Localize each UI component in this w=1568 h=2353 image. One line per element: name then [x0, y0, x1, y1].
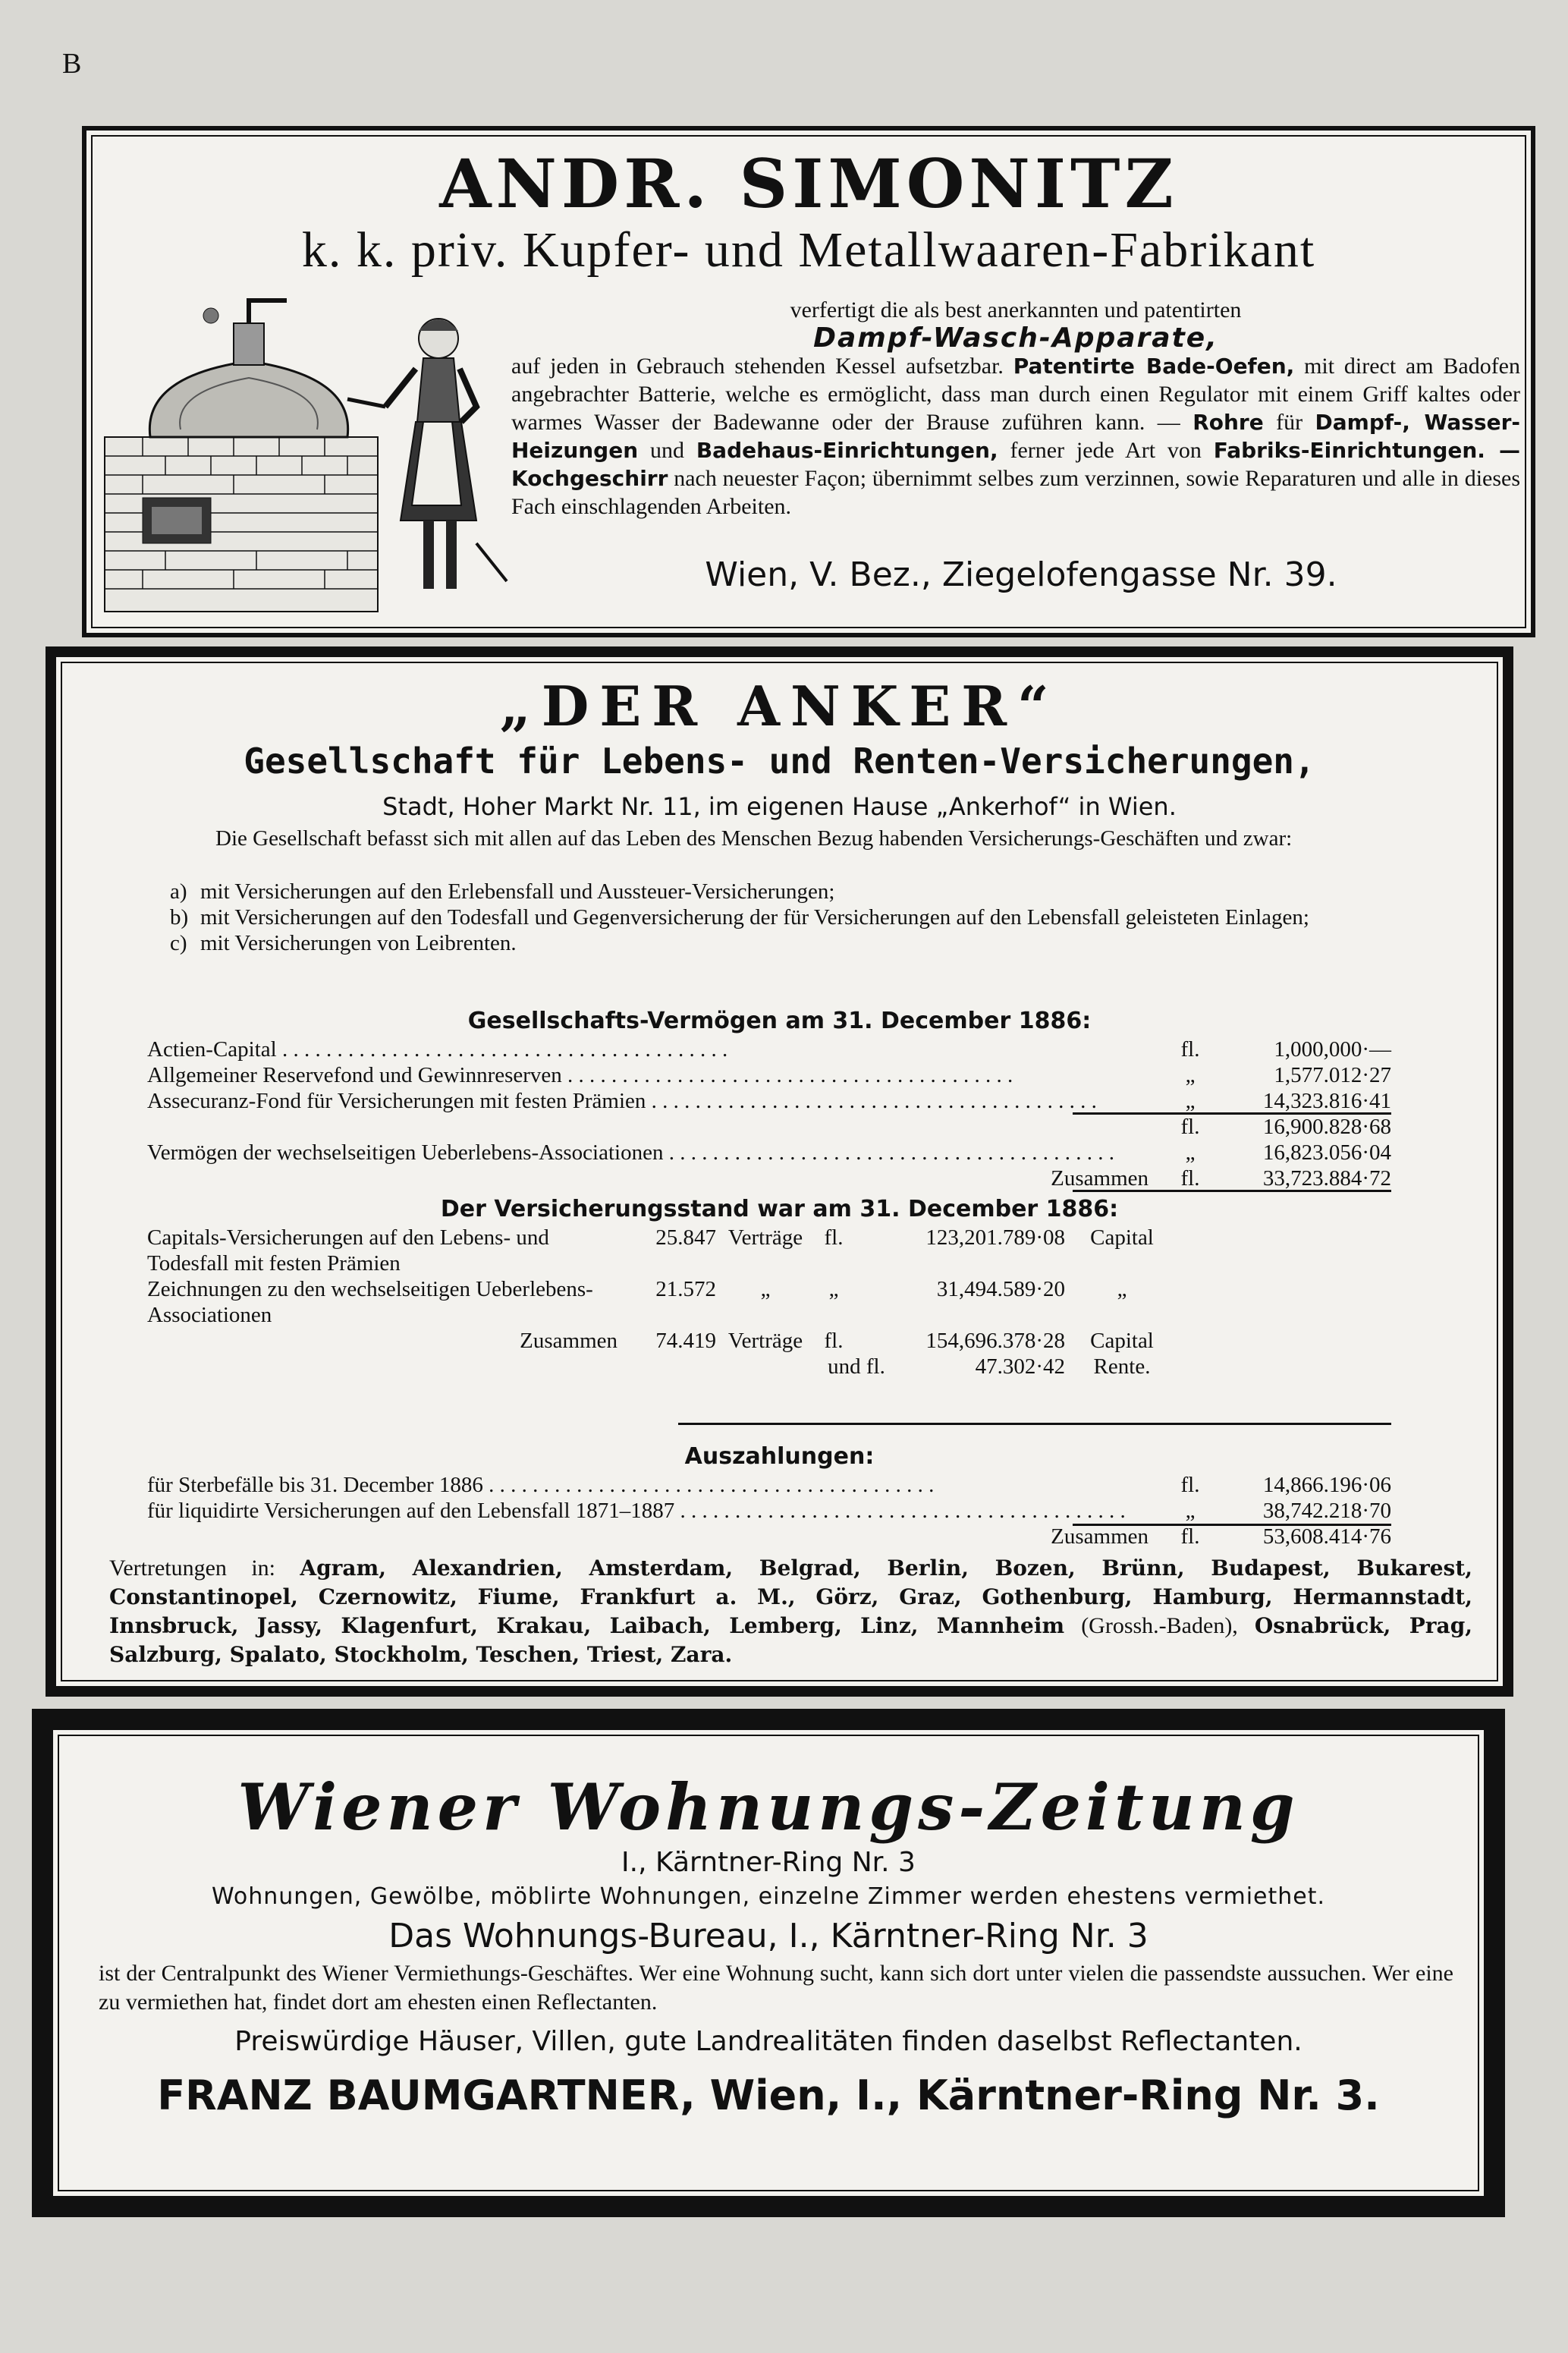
wohnungs-zeitung-address: I., Kärntner-Ring Nr. 3	[621, 1847, 916, 1878]
table-row: Vermögen der wechselseitigen Ueberlebens-Associationen . . . „ 16,823.056·04	[147, 1140, 1391, 1165]
anker-business-list	[170, 879, 1472, 956]
table-row: fl. 16,900.828·68	[1180, 1115, 1391, 1139]
simonitz-body-text: auf jeden in Gebrauch stehenden Kessel aufsetzbar. Patentirte Bade-Oefen, mit direct am Badofen angebrachter Batterie, welche es ermöglicht, dass man durch einen Regulator mit einem Griff kaltes oder warmes Wasser der Badewanne oder der Brause zuführen kann. — Rohre für Dampf-, Wasser-Heizungen und Badehaus-Einrichtungen, ferner jede Art von Fabriks-Einrichtungen. — Kochgeschirr nach neuester Façon; übernimmt selbes zum verzinnen, sowie Reparaturen und alle in dieses Fach einschlagenden Arbeiten.	[511, 354, 1521, 519]
table-row: Capitals-Versicherungen auf den Lebens- und Todesfall mit festen Prämien 25.847 Verträge fl. 123,201.789·08 Capital	[147, 1225, 1154, 1276]
wohnungs-zeitung-body: ist der Centralpunkt des Wiener Vermiethungs-Geschäftes. Wer eine Wohnung sucht, kann sich dort unter vielen die passendste aussuchen. Wer eine zu vermiethen hat, findet dort am ehesten einen Reflectanten.	[99, 1961, 1453, 2015]
simonitz-description	[511, 296, 1520, 521]
page-letter: B	[62, 48, 82, 80]
insurance-table	[147, 1225, 1391, 1379]
anker-agencies: Vertretungen in: Agram, Alexandrien, Amsterdam, Belgrad, Berlin, Bozen, Brünn, Budapest, Bukarest, Constantinopel, Czernowitz, Fiume, Frankfurt a. M., Görz, Graz, Gothenburg, Hamburg, Hermannstadt, Innsbruck, Jassy, Klagenfurt, Krakau, Laibach, Lemberg, Linz, Mannheim (Grossh.-Baden), Osnabrück, Prag, Salzburg, Spalato, Stockholm, Teschen, Triest, Zara.	[109, 1556, 1473, 1667]
table-row: Zusammen 74.419 Verträge fl. 154,696.378·28 Capital	[520, 1329, 1154, 1353]
assets-heading: Gesellschafts-Vermögen am 31. December 1886:	[467, 1008, 1092, 1034]
simonitz-title: ANDR. SIMONITZ	[439, 144, 1178, 223]
table-row: Assecuranz-Fond für Versicherungen mit festen Prämien . . . „ 14,323.816·41	[147, 1088, 1391, 1114]
list-item: b) mit Versicherungen auf den Todesfall und Gegenversicherung der für Versicherungen auf den Lebensfall geleisteten Einlagen;	[170, 905, 1309, 930]
advertisement-simonitz	[82, 126, 1535, 637]
table-row: und fl. 47.302·42 Rente.	[828, 1354, 1151, 1379]
wohnungs-zeitung-line-4: Preiswürdige Häuser, Villen, gute Landrealitäten finden daselbst Reflectanten.	[234, 2026, 1302, 2057]
table-row: Zusammen fl. 33,723.884·72	[1051, 1166, 1391, 1191]
sum-rule	[678, 1423, 1391, 1425]
simonitz-subtitle: k. k. priv. Kupfer- und Metallwaaren-Fabrikant	[301, 222, 1316, 278]
anker-title: „DER ANKER“	[499, 674, 1060, 738]
wohnungs-zeitung-line-2: Wohnungen, Gewölbe, möblirte Wohnungen, einzelne Zimmer werden ehestens vermiethet.	[211, 1883, 1326, 1910]
table-row: für Sterbefälle bis 31. December 1886 . . . fl. 14,866.196·06	[147, 1472, 1391, 1498]
payouts-table	[147, 1472, 1391, 1549]
table-row: für liquidirte Versicherungen auf den Lebensfall 1871–1887 . . . „ 38,742.218·70	[147, 1498, 1391, 1524]
sum-rule	[1073, 1112, 1391, 1115]
table-row: Zusammen fl. 53,608.414·76	[1051, 1524, 1391, 1549]
anker-address: Stadt, Hoher Markt Nr. 11, im eigenen Hause „Ankerhof“ in Wien.	[382, 792, 1177, 821]
sum-rule	[1073, 1524, 1391, 1526]
advertisement-wohnungs-zeitung	[32, 1709, 1505, 2217]
payouts-heading: Auszahlungen:	[684, 1443, 875, 1470]
washing-apparatus-illustration	[97, 293, 560, 619]
simonitz-intro: verfertigt die als best anerkannten und patentirten	[790, 297, 1242, 322]
anker-intro: Die Gesellschaft befasst sich mit allen auf das Leben des Menschen Bezug habenden Versicherungs-Geschäften und zwar:	[215, 826, 1293, 851]
list-item: c) mit Versicherungen von Leibrenten.	[170, 931, 517, 955]
wohnungs-zeitung-title: Wiener Wohnungs-Zeitung	[237, 1769, 1299, 1845]
wohnungs-zeitung-line-3: Das Wohnungs-Bureau, I., Kärntner-Ring Nr. 3	[388, 1917, 1149, 1955]
sum-rule	[1073, 1190, 1391, 1192]
simonitz-product: Dampf-Wasch-Apparate,	[813, 322, 1218, 354]
table-row: Zeichnungen zu den wechselseitigen Ueberlebens-Associationen 21.572 „ „ 31,494.589·20 „	[147, 1277, 1127, 1327]
table-row: Actien-Capital . . . fl. 1,000,000·—	[147, 1037, 1391, 1062]
wohnungs-zeitung-footer: FRANZ BAUMGARTNER, Wien, I., Kärntner-Ring Nr. 3.	[157, 2071, 1380, 2119]
anker-subtitle: Gesellschaft für Lebens- und Renten-Versicherungen,	[244, 741, 1315, 782]
simonitz-address: Wien, V. Bez., Ziegelofengasse Nr. 39.	[705, 555, 1337, 594]
table-row: Allgemeiner Reservefond und Gewinnreserven . . . „ 1,577.012·27	[147, 1062, 1391, 1088]
insurance-heading: Der Versicherungsstand war am 31. December 1886:	[440, 1196, 1119, 1222]
advertisement-der-anker	[46, 646, 1513, 1697]
list-item: a) mit Versicherungen auf den Erlebensfall und Aussteuer-Versicherungen;	[170, 879, 835, 904]
